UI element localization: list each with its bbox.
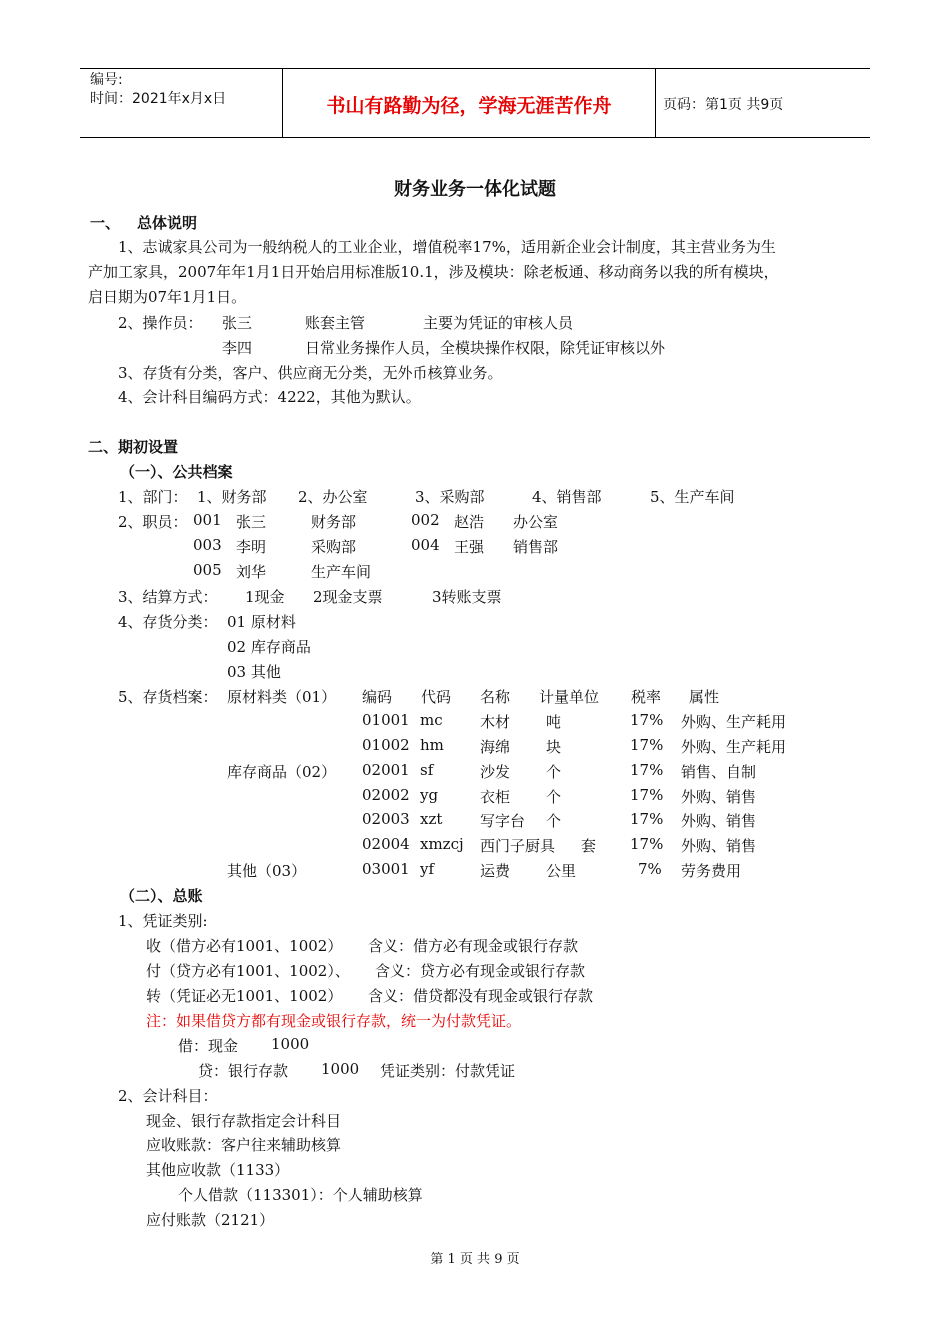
page-header <box>80 68 870 138</box>
voucher-meaning: 含义：借方必有现金或银行存款 <box>368 937 579 955</box>
employee-code: 001 <box>193 511 222 529</box>
credit-label: 贷：银行存款 <box>198 1062 289 1080</box>
subsection1-heading: （一）、公共档案 <box>120 463 233 481</box>
inventory-category: 01 原材料 <box>227 613 296 631</box>
cell-name: 木材 <box>480 713 511 731</box>
inventory-group: 库存商品（02） <box>227 763 337 781</box>
cell-code: 02003 <box>362 810 410 828</box>
account-label: 2、会计科目： <box>118 1087 218 1105</box>
cell-unit: 吨 <box>546 713 562 731</box>
document-title: 财务业务一体化试题 <box>394 179 556 200</box>
dept-item: 5、生产车间 <box>650 488 735 506</box>
employee-name: 刘华 <box>236 563 267 581</box>
section1-number: 一、 <box>90 214 121 232</box>
voucher-note: 注：如果借贷方都有现金或银行存款，统一为付款凭证。 <box>146 1012 522 1030</box>
cell-unit: 个 <box>546 788 562 806</box>
voucher-type: 付（贷方必有1001、1002）、 <box>146 962 350 980</box>
cell-code: 02002 <box>362 786 410 804</box>
dept-item: 4、销售部 <box>532 488 602 506</box>
voucher-meaning: 含义：借贷都没有现金或银行存款 <box>368 987 594 1005</box>
section1-p1-line1: 1、志诚家具公司为一般纳税人的工业企业，增值税率17%，适用新企业会计制度，其主营业务为生 <box>118 238 776 256</box>
cell-unit: 套 <box>581 837 597 855</box>
table-header: 属性 <box>689 688 720 706</box>
inventory-group: 其他（03） <box>227 862 307 880</box>
cell-code: 01002 <box>362 736 410 754</box>
employee-dept: 财务部 <box>311 513 357 531</box>
employee-code: 002 <box>411 511 440 529</box>
cell-unit: 个 <box>546 763 562 781</box>
credit-voucher-type: 凭证类别：付款凭证 <box>380 1062 516 1080</box>
employee-code: 004 <box>411 536 440 554</box>
cell-abbr: yg <box>420 786 439 804</box>
subsection2-heading: （二）、总账 <box>120 887 203 905</box>
dept-item: 2、办公室 <box>298 488 368 506</box>
operator2-name: 李四 <box>222 339 253 357</box>
cell-unit: 公里 <box>546 862 577 880</box>
debit-label: 借：现金 <box>178 1037 239 1055</box>
operator1-desc: 主要为凭证的审核人员 <box>423 314 574 332</box>
employee-dept: 销售部 <box>513 538 559 556</box>
cell-attr: 外购、销售 <box>681 812 757 830</box>
table-header: 名称 <box>480 688 511 706</box>
account-item: 应付账款（2121） <box>146 1211 275 1229</box>
time-label: 时间：2021年x月x日 <box>90 91 227 107</box>
cell-attr: 劳务费用 <box>681 862 742 880</box>
account-item: 现金、银行存款指定会计科目 <box>146 1112 342 1130</box>
inventory-category: 03 其他 <box>227 663 281 681</box>
cell-abbr: hm <box>420 736 444 754</box>
cell-abbr: sf <box>420 761 434 779</box>
operator1-role: 账套主管 <box>305 314 366 332</box>
cell-tax: 7% <box>638 860 662 878</box>
cell-code: 02004 <box>362 835 410 853</box>
cell-attr: 销售、自制 <box>681 763 757 781</box>
credit-amount: 1000 <box>321 1060 360 1078</box>
table-header: 计量单位 <box>539 688 600 706</box>
page-footer: 第 1 页 共 9 页 <box>430 1252 520 1267</box>
employee-dept: 采购部 <box>311 538 357 556</box>
employee-code: 005 <box>193 561 222 579</box>
table-header: 代码 <box>421 688 452 706</box>
cell-attr: 外购、生产耗用 <box>681 713 787 731</box>
cell-attr: 外购、生产耗用 <box>681 738 787 756</box>
settlement-item: 2现金支票 <box>313 588 383 606</box>
inventory-group: 原材料类（01） <box>227 688 337 706</box>
employee-dept: 办公室 <box>513 513 559 531</box>
voucher-meaning: 含义：贷方必有现金或银行存款 <box>375 962 586 980</box>
settlement-item: 1现金 <box>245 588 285 606</box>
cell-name: 西门子厨具 <box>480 837 556 855</box>
cell-name: 衣柜 <box>480 788 511 806</box>
employee-name: 李明 <box>236 538 267 556</box>
section1-p1-line3: 启日期为07年1月1日。 <box>88 288 247 306</box>
account-item: 个人借款（113301）：个人辅助核算 <box>178 1186 423 1204</box>
cell-code: 03001 <box>362 860 410 878</box>
section1-p4: 4、会计科目编码方式：4222，其他为默认。 <box>118 388 421 406</box>
cell-tax: 17% <box>630 835 664 853</box>
dept-label: 1、部门： <box>118 488 188 506</box>
cell-tax: 17% <box>630 761 664 779</box>
header-motto: 书山有路勤为径，学海无涯苦作舟 <box>326 95 612 117</box>
account-item: 应收账款：客户往来辅助核算 <box>146 1136 342 1154</box>
employee-name: 王强 <box>454 538 485 556</box>
operator-label: 2、操作员： <box>118 314 203 332</box>
voucher-type: 转（凭证必无1001、1002） <box>146 987 343 1005</box>
cell-tax: 17% <box>630 711 664 729</box>
settlement-item: 3转账支票 <box>432 588 502 606</box>
voucher-type: 收（借方必有1001、1002） <box>146 937 343 955</box>
operator2-desc: 日常业务操作人员，全模块操作权限，除凭证审核以外 <box>305 339 666 357</box>
settlement-label: 3、结算方式： <box>118 588 218 606</box>
employee-dept: 生产车间 <box>311 563 372 581</box>
employee-code: 003 <box>193 536 222 554</box>
section1-p3: 3、存货有分类，客户、供应商无分类，无外币核算业务。 <box>118 364 503 382</box>
section1-heading: 总体说明 <box>137 214 198 232</box>
cell-code: 02001 <box>362 761 410 779</box>
inventory-label: 5、存货档案： <box>118 688 218 706</box>
debit-amount: 1000 <box>271 1035 310 1053</box>
table-header: 编码 <box>362 688 393 706</box>
cell-tax: 17% <box>630 810 664 828</box>
cell-abbr: xmzcj <box>420 835 464 853</box>
account-item: 其他应收款（1133） <box>146 1161 290 1179</box>
cell-attr: 外购、销售 <box>681 788 757 806</box>
cell-unit: 块 <box>546 738 562 756</box>
section2-heading: 二、期初设置 <box>88 438 179 456</box>
cell-name: 沙发 <box>480 763 511 781</box>
cell-tax: 17% <box>630 786 664 804</box>
cell-tax: 17% <box>630 736 664 754</box>
employee-label: 2、职员： <box>118 513 188 531</box>
cell-attr: 外购、销售 <box>681 837 757 855</box>
header-divider <box>655 69 656 137</box>
cell-abbr: mc <box>420 711 443 729</box>
voucher-label: 1、凭证类别: <box>118 912 208 930</box>
dept-item: 3、采购部 <box>415 488 485 506</box>
cell-name: 运费 <box>480 862 511 880</box>
operator1-name: 张三 <box>222 314 253 332</box>
header-left <box>90 71 226 109</box>
cell-code: 01001 <box>362 711 410 729</box>
employee-name: 赵浩 <box>454 513 485 531</box>
employee-name: 张三 <box>236 513 267 531</box>
cell-unit: 个 <box>546 812 562 830</box>
cell-abbr: xzt <box>420 810 443 828</box>
section1-p1-line2: 产加工家具，2007年年1月1日开始启用标准版10.1，涉及模块：除老板通、移动商务以我的所有模块， <box>88 263 779 281</box>
inventory-category: 02 库存商品 <box>227 638 311 656</box>
table-header: 税率 <box>631 688 662 706</box>
cell-name: 写字台 <box>480 812 526 830</box>
header-page-label: 页码：第1页 共9页 <box>663 97 784 113</box>
inventory-category-label: 4、存货分类： <box>118 613 218 631</box>
dept-item: 1、财务部 <box>197 488 267 506</box>
number-label: 编号: <box>90 72 123 88</box>
cell-name: 海绵 <box>480 738 511 756</box>
cell-abbr: yf <box>420 860 435 878</box>
